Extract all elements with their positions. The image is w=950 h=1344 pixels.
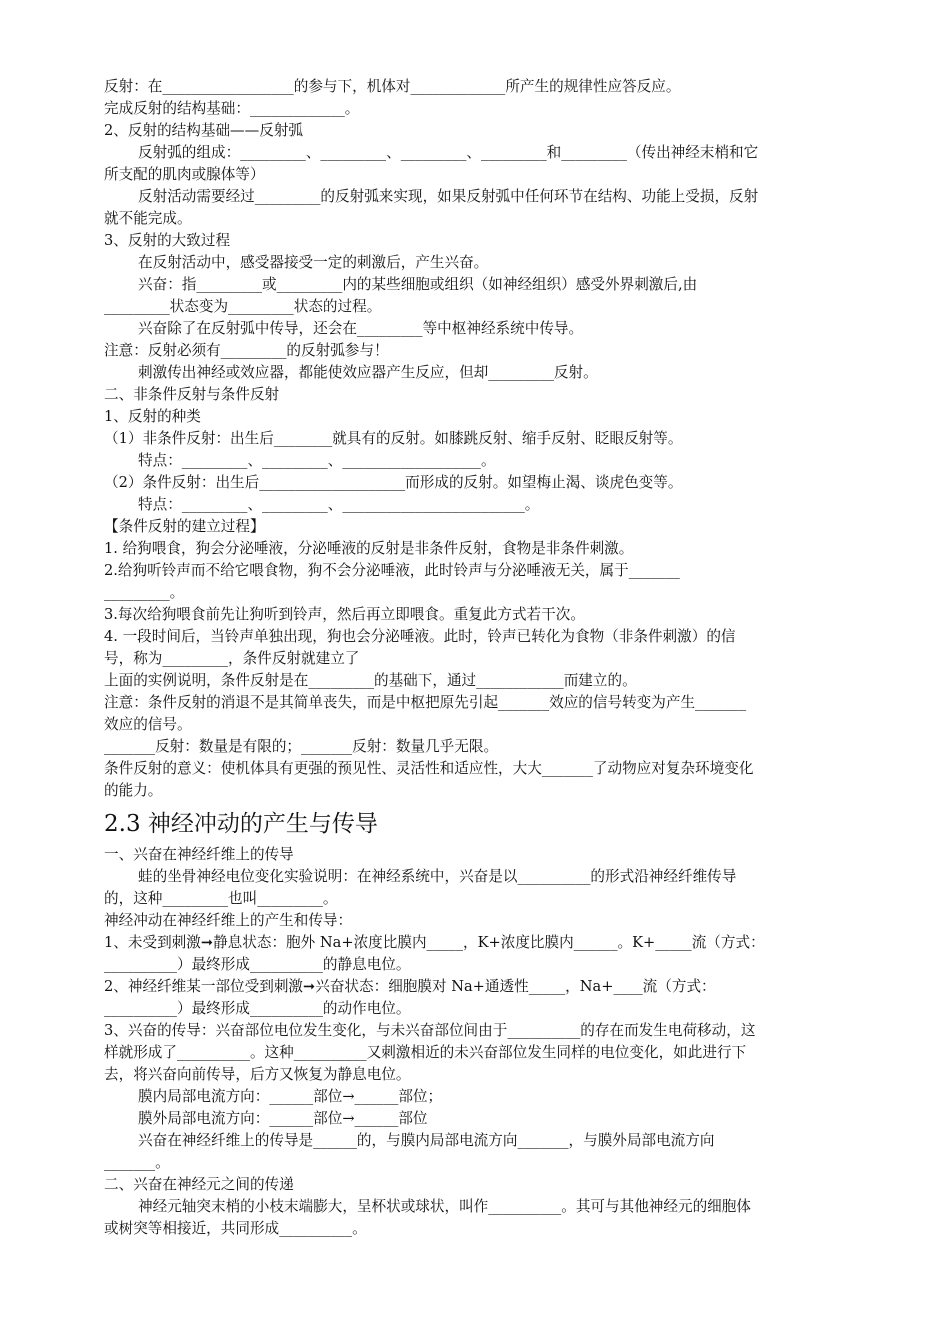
text-line: （1）非条件反射：出生后________就具有的反射。如膝跳反射、缩手反射、眨眼反射等。 <box>104 430 683 447</box>
text-line: 神经冲动在神经纤维上的产生和传导： <box>104 912 353 929</box>
text-line: 2.给狗听铃声而不给它喂食物，狗不会分泌唾液，此时铃声与分泌唾液无关，属于_______ <box>104 562 680 579</box>
text-line: 条件反射的意义：使机体具有更强的预见性、灵活性和适应性，大大_______了动物应对复杂环境变化 <box>104 760 754 777</box>
text-line: 就不能完成。 <box>104 210 192 227</box>
text-line: 兴奋在神经纤维上的传导是______的，与膜内局部电流方向_______，与膜外局部电流方向 <box>138 1132 715 1149</box>
text-line: 1、未受到刺激➞静息状态：胞外 Na+浓度比膜内_____，K+浓度比膜内______。K+_____流（方式： <box>104 934 765 951</box>
text-line: 在反射活动中，感受器接受一定的刺激后，产生兴奋。 <box>138 254 489 271</box>
text-line: __________）最终形成__________的静息电位。 <box>104 956 411 973</box>
text-line: 样就形成了__________。这种__________又刺激相近的未兴奋部位发生同样的电位变化，如此进行下 <box>104 1044 747 1061</box>
text-line: 2、反射的结构基础——反射弧 <box>104 122 304 139</box>
text-line: 所支配的肌肉或腺体等） <box>104 166 265 183</box>
text-line: 3.每次给狗喂食前先让狗听到铃声，然后再立即喂食。重复此方式若干次。 <box>104 606 585 623</box>
text-line: 蛙的坐骨神经电位变化实验说明：在神经系统中，兴奋是以__________的形式沿神经纤维传导 <box>138 868 737 885</box>
text-line: 4. 一段时间后，当铃声单独出现，狗也会分泌唾液。此时，铃声已转化为食物（非条件刺激）的信 <box>104 628 736 645</box>
text-line: 二、非条件反射与条件反射 <box>104 386 280 403</box>
text-line: __________）最终形成__________的动作电位。 <box>104 1000 411 1017</box>
text-line: 1. 给狗喂食，狗会分泌唾液，分泌唾液的反射是非条件反射，食物是非条件刺激。 <box>104 540 634 557</box>
section-title: 2.3 神经冲动的产生与传导 <box>104 811 378 837</box>
text-line: 上面的实例说明，条件反射是在_________的基础下，通过____________而建立的。 <box>104 672 637 689</box>
text-line: 效应的信号。 <box>104 716 192 733</box>
text-line: 2、神经纤维某一部位受到刺激➞兴奋状态：细胞膜对 Na+通透性_____，Na+____流（方式： <box>104 978 716 995</box>
text-line: 一、兴奋在神经纤维上的传导 <box>104 846 294 863</box>
text-line: 膜外局部电流方向：______部位→______部位 <box>138 1110 428 1127</box>
text-line: 【条件反射的建立过程】 <box>104 518 265 535</box>
text-line: 反射弧的组成：_________、_________、_________、_________和_________（传出神经末梢和它 <box>138 144 759 161</box>
text-line: 的，这种_________也叫_________。 <box>104 890 338 907</box>
text-line: _______。 <box>104 1154 170 1171</box>
section-reflex <box>104 76 856 802</box>
text-line: 的能力。 <box>104 782 163 799</box>
text-line: 或树突等相接近，共同形成__________。 <box>104 1220 367 1237</box>
text-line: 注意：条件反射的消退不是其简单丧失，而是中枢把原先引起_______效应的信号转变为产生_______ <box>104 694 747 711</box>
text-line: 兴奋：指_________或_________内的某些细胞或组织（如神经组织）感受外界刺激后,由 <box>138 276 698 293</box>
text-line: _________状态变为_________状态的过程。 <box>104 298 382 315</box>
text-line: 特点：_________、_________、___________________。 <box>138 452 496 469</box>
text-line: _______反射：数量是有限的；_______反射：数量几乎无限。 <box>104 738 499 755</box>
text-line: 兴奋除了在反射弧中传导，还会在_________等中枢神经系统中传导。 <box>138 320 584 337</box>
text-line: 反射活动需要经过_________的反射弧来实现，如果反射弧中任何环节在结构、功能上受损，反射 <box>138 188 759 205</box>
text-line: _________。 <box>104 584 185 601</box>
text-line: 反射：在__________________的参与下，机体对_____________所产生的规律性应答反应。 <box>104 78 681 95</box>
text-line: 二、兴奋在神经元之间的传递 <box>104 1176 294 1193</box>
section-nerve-impulse <box>104 844 856 1240</box>
text-line: 刺激传出神经或效应器，都能使效应器产生反应，但却_________反射。 <box>138 364 598 381</box>
text-line: 神经元轴突末梢的小枝末端膨大，呈杯状或球状，叫作__________。其可与其他神经元的细胞体 <box>138 1198 751 1215</box>
text-line: （2）条件反射：出生后____________________而形成的反射。如望梅止渴、谈虎色变等。 <box>104 474 683 491</box>
text-line: 完成反射的结构基础：_____________。 <box>104 100 360 117</box>
text-line: 去，将兴奋向前传导，后方又恢复为静息电位。 <box>104 1066 411 1083</box>
text-line: 特点：_________、_________、_________________________。 <box>138 496 540 513</box>
document-page <box>104 76 856 1240</box>
text-line: 膜内局部电流方向：______部位→______部位； <box>138 1088 443 1105</box>
text-line: 3、兴奋的传导：兴奋部位电位发生变化，与未兴奋部位间由于__________的存在而发生电荷移动，这 <box>104 1022 756 1039</box>
text-line: 号，称为_________，条件反射就建立了 <box>104 650 360 667</box>
text-line: 1、反射的种类 <box>104 408 201 425</box>
text-line: 注意：反射必须有_________的反射弧参与！ <box>104 342 389 359</box>
text-line: 3、反射的大致过程 <box>104 232 231 249</box>
